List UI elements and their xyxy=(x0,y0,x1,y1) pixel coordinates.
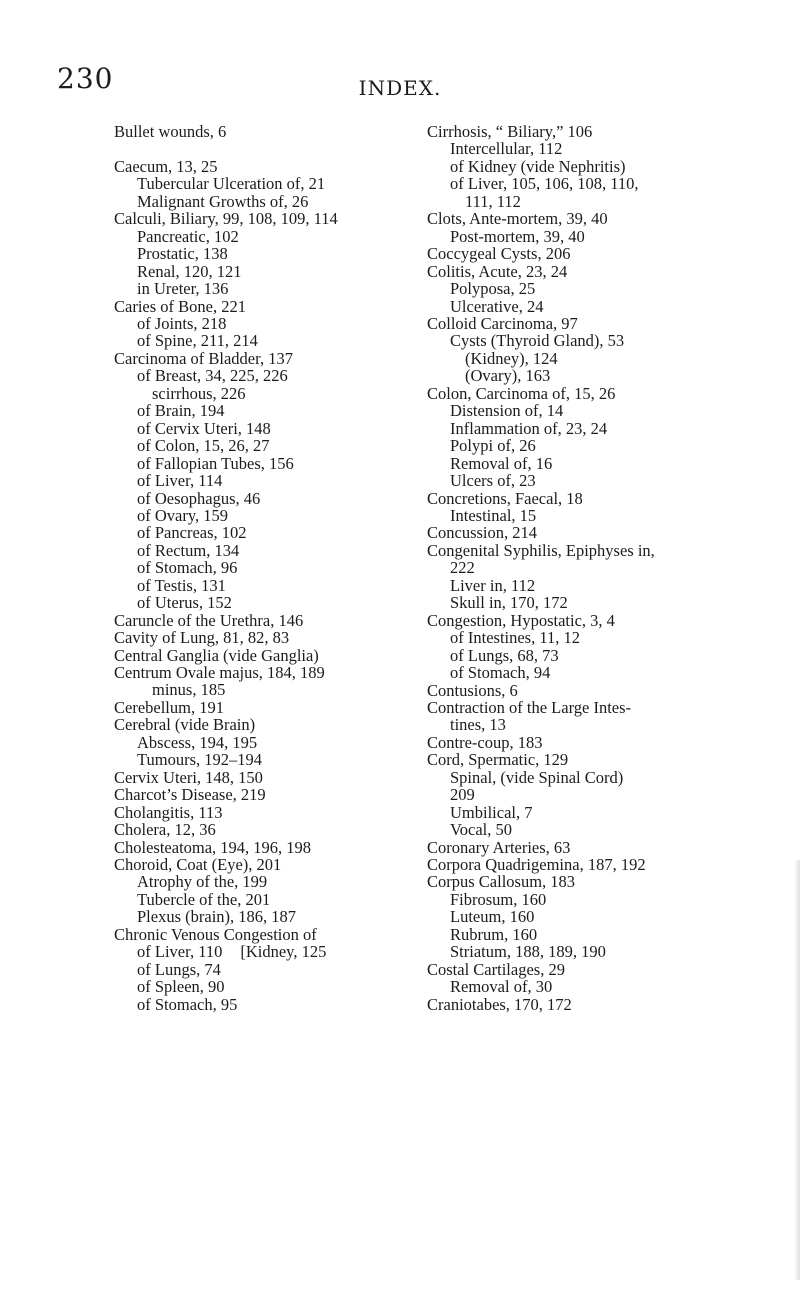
index-column-left xyxy=(114,123,434,1013)
index-subentry xyxy=(114,577,434,594)
index-entry-text: Cerebellum, 191 xyxy=(114,697,224,717)
index-subentry xyxy=(427,367,787,384)
index-subentry xyxy=(427,298,787,315)
index-subentry xyxy=(427,332,787,349)
index-entry-runover: [Kidney, 125 xyxy=(240,942,327,962)
index-column-right xyxy=(427,123,787,1013)
index-subentry xyxy=(114,681,434,698)
index-entry-text: Cord, Spermatic, 129 xyxy=(427,750,569,770)
index-subentry xyxy=(427,804,787,821)
index-entry-text: Cirrhosis, “ Biliary,” 106 xyxy=(427,122,593,141)
index-entry-text: 111, 112 xyxy=(465,191,521,211)
index-entry-text: Craniotabes, 170, 172 xyxy=(427,994,572,1014)
index-entry-text: of Intestines, 11, 12 xyxy=(450,628,580,648)
index-entry-text: Congenital Syphilis, Epiphyses in, xyxy=(427,540,655,560)
index-entry-text: Polypi of, 26 xyxy=(450,436,536,456)
index-subentry xyxy=(114,559,434,576)
index-entry-text: Central Ganglia (vide Ganglia) xyxy=(114,645,319,665)
index-entry xyxy=(427,734,787,751)
index-entry-text: Colon, Carcinoma of, 15, 26 xyxy=(427,383,616,403)
index-subentry xyxy=(114,978,434,995)
index-entry-text: Bullet wounds, 6 xyxy=(114,122,227,141)
index-entry-text: Rubrum, 160 xyxy=(450,924,538,944)
index-subentry xyxy=(427,455,787,472)
index-entry xyxy=(427,612,787,629)
index-entry-text: of Lungs, 68, 73 xyxy=(450,645,559,665)
index-entry-text: of Colon, 15, 26, 27 xyxy=(137,436,270,456)
index-entry xyxy=(114,804,434,821)
index-entry-text: of Pancreas, 102 xyxy=(137,523,247,543)
index-entry-text: Distension of, 14 xyxy=(450,401,564,421)
index-subentry xyxy=(114,402,434,419)
index-entry-text: of Stomach, 96 xyxy=(137,558,238,578)
index-subentry xyxy=(114,263,434,280)
index-subentry xyxy=(427,716,787,733)
index-entry-text: Luteum, 160 xyxy=(450,907,535,927)
index-entry-text: Coronary Arteries, 63 xyxy=(427,837,571,857)
index-entry-text: Cysts (Thyroid Gland), 53 xyxy=(450,331,625,351)
index-subentry xyxy=(114,542,434,559)
index-subentry xyxy=(427,193,787,210)
index-subentry xyxy=(114,734,434,751)
index-subentry xyxy=(427,664,787,681)
index-entry-text: Charcot’s Disease, 219 xyxy=(114,785,266,805)
index-entry xyxy=(427,996,787,1013)
index-subentry xyxy=(114,332,434,349)
index-entry-text: Calculi, Biliary, 99, 108, 109, 114 xyxy=(114,209,338,229)
index-subentry xyxy=(114,507,434,524)
index-entry xyxy=(114,298,434,315)
index-subentry xyxy=(114,943,434,960)
index-entry xyxy=(114,716,434,733)
index-subentry xyxy=(427,769,787,786)
index-entry xyxy=(427,751,787,768)
index-subentry xyxy=(427,140,787,157)
index-entry xyxy=(427,385,787,402)
index-entry-text: Tumours, 192–194 xyxy=(137,750,262,770)
index-entry-text: of Fallopian Tubes, 156 xyxy=(137,453,294,473)
index-entry-text: Colloid Carcinoma, 97 xyxy=(427,313,578,333)
index-entry-text: (Ovary), 163 xyxy=(465,366,551,386)
index-entry-text: Ulcerative, 24 xyxy=(450,296,544,316)
index-entry-text: Coccygeal Cysts, 206 xyxy=(427,244,571,264)
index-entry-text: 209 xyxy=(450,785,475,805)
index-entry-text: Vocal, 50 xyxy=(450,820,513,840)
index-entry-text: of Liver, 110 xyxy=(137,942,223,962)
index-subentry xyxy=(114,524,434,541)
index-entry-text: Concussion, 214 xyxy=(427,523,538,543)
index-entry-text: Choroid, Coat (Eye), 201 xyxy=(114,855,282,875)
index-subentry xyxy=(114,996,434,1013)
index-subentry xyxy=(114,367,434,384)
index-entry-text: Atrophy of the, 199 xyxy=(137,872,268,892)
index-subentry xyxy=(427,821,787,838)
index-entry xyxy=(427,263,787,280)
index-entry-text: Removal of, 16 xyxy=(450,453,553,473)
index-subentry xyxy=(114,193,434,210)
index-subentry xyxy=(427,472,787,489)
index-entry-text: of Oesophagus, 46 xyxy=(137,488,261,508)
index-entry-text: Congestion, Hypostatic, 3, 4 xyxy=(427,610,615,630)
index-subentry xyxy=(114,472,434,489)
index-entry-text: Intercellular, 112 xyxy=(450,139,563,159)
index-subentry xyxy=(427,943,787,960)
index-entry-text: Polyposa, 25 xyxy=(450,279,536,299)
index-entry-text: scirrhous, 226 xyxy=(152,383,246,403)
index-entry-text: 222 xyxy=(450,558,475,578)
index-entry-text: Cavity of Lung, 81, 82, 83 xyxy=(114,628,290,648)
index-subentry xyxy=(427,594,787,611)
page-edge-shadow xyxy=(794,860,800,1280)
index-subentry xyxy=(427,175,787,192)
index-entry-text: of Liver, 105, 106, 108, 110, xyxy=(450,174,639,194)
index-entry-text: Ulcers of, 23 xyxy=(450,471,536,491)
index-entry-text: Contusions, 6 xyxy=(427,680,518,700)
index-entry-text: of Uterus, 152 xyxy=(137,593,232,613)
index-entry-text: Costal Cartilages, 29 xyxy=(427,959,565,979)
index-entry-text: of Testis, 131 xyxy=(137,575,226,595)
index-entry xyxy=(114,699,434,716)
index-entry-text: of Cervix Uteri, 148 xyxy=(137,418,271,438)
index-subentry xyxy=(114,961,434,978)
index-subentry xyxy=(114,891,434,908)
index-subentry xyxy=(427,420,787,437)
index-entry-text: Malignant Growths of, 26 xyxy=(137,191,309,211)
index-entry-text: Prostatic, 138 xyxy=(137,244,228,264)
index-subentry xyxy=(427,926,787,943)
index-entry-text: of Breast, 34, 225, 226 xyxy=(137,366,288,386)
index-entry-text: Centrum Ovale majus, 184, 189 xyxy=(114,663,325,683)
index-entry-text: Chronic Venous Congestion of xyxy=(114,924,317,944)
index-entry xyxy=(114,769,434,786)
index-subentry xyxy=(427,629,787,646)
index-subentry xyxy=(427,978,787,995)
index-entry-text: of Spine, 211, 214 xyxy=(137,331,258,351)
index-subentry xyxy=(114,228,434,245)
index-entry-text: Contraction of the Large Intes- xyxy=(427,697,632,717)
index-entry-text: (Kidney), 124 xyxy=(465,348,558,368)
index-entry xyxy=(114,647,434,664)
index-entry-text: of Stomach, 94 xyxy=(450,663,551,683)
index-entry-text: minus, 185 xyxy=(152,680,226,700)
index-entry-text: of Lungs, 74 xyxy=(137,959,221,979)
index-entry-text: Renal, 120, 121 xyxy=(137,261,242,281)
index-entry xyxy=(114,926,434,943)
index-subentry xyxy=(114,280,434,297)
index-entry xyxy=(427,245,787,262)
index-subentry xyxy=(114,437,434,454)
index-entry xyxy=(427,542,787,559)
index-entry-text: Caries of Bone, 221 xyxy=(114,296,246,316)
index-entry-text: Cholangitis, 113 xyxy=(114,802,223,822)
page-number: 230 xyxy=(57,62,114,95)
index-entry xyxy=(427,210,787,227)
index-entry-text: of Spleen, 90 xyxy=(137,977,225,997)
index-entry-text: tines, 13 xyxy=(450,715,506,735)
index-entry xyxy=(427,315,787,332)
index-subentry xyxy=(114,594,434,611)
index-spacer xyxy=(114,140,434,157)
index-entry xyxy=(114,350,434,367)
index-subentry xyxy=(427,350,787,367)
index-subentry xyxy=(427,402,787,419)
index-subentry xyxy=(427,559,787,576)
index-entry xyxy=(114,664,434,681)
index-entry-text: of Joints, 218 xyxy=(137,313,227,333)
index-subentry xyxy=(427,891,787,908)
index-subentry xyxy=(427,437,787,454)
index-subentry xyxy=(114,490,434,507)
index-subentry xyxy=(427,158,787,175)
index-entry-text: Corpus Callosum, 183 xyxy=(427,872,576,892)
index-subentry xyxy=(114,385,434,402)
index-entry-text: Umbilical, 7 xyxy=(450,802,533,822)
index-entry-text: in Ureter, 136 xyxy=(137,279,229,299)
index-entry-text: Intestinal, 15 xyxy=(450,505,537,525)
index-entry xyxy=(427,873,787,890)
index-entry xyxy=(427,839,787,856)
index-entry-text: Caecum, 13, 25 xyxy=(114,156,218,176)
index-entry-text: Striatum, 188, 189, 190 xyxy=(450,942,606,962)
index-subentry xyxy=(427,577,787,594)
index-entry-text: Fibrosum, 160 xyxy=(450,889,547,909)
index-entry-text: of Rectum, 134 xyxy=(137,540,240,560)
index-entry-text: Cerebral (vide Brain) xyxy=(114,715,256,735)
index-entry-text: of Kidney (vide Nephritis) xyxy=(450,156,626,176)
index-entry-text: Skull in, 170, 172 xyxy=(450,593,568,613)
index-subentry xyxy=(114,315,434,332)
index-entry xyxy=(114,821,434,838)
index-subentry xyxy=(427,507,787,524)
index-entry-text: Spinal, (vide Spinal Cord) xyxy=(450,767,624,787)
index-subentry xyxy=(114,751,434,768)
running-head: INDEX. xyxy=(358,76,442,100)
index-subentry xyxy=(427,786,787,803)
index-entry-text: of Ovary, 159 xyxy=(137,505,229,525)
index-entry xyxy=(427,123,787,140)
index-entry xyxy=(427,524,787,541)
index-entry-text: Clots, Ante-mortem, 39, 40 xyxy=(427,209,608,229)
index-entry-text: Inflammation of, 23, 24 xyxy=(450,418,608,438)
index-entry-text: Carcinoma of Bladder, 137 xyxy=(114,348,293,368)
index-entry-text: Liver in, 112 xyxy=(450,575,536,595)
index-entry-text: Colitis, Acute, 23, 24 xyxy=(427,261,568,281)
index-subentry xyxy=(114,455,434,472)
index-subentry xyxy=(427,647,787,664)
index-entry-text: of Stomach, 95 xyxy=(137,994,238,1014)
index-entry xyxy=(427,961,787,978)
index-entry-text: Cholesteatoma, 194, 196, 198 xyxy=(114,837,312,857)
index-entry xyxy=(114,786,434,803)
index-subentry xyxy=(114,420,434,437)
index-subentry xyxy=(427,908,787,925)
index-entry-text: Concretions, Faecal, 18 xyxy=(427,488,583,508)
index-subentry xyxy=(114,245,434,262)
index-entry-text: Tubercular Ulceration of, 21 xyxy=(137,174,326,194)
index-entry xyxy=(427,682,787,699)
index-entry-text: Removal of, 30 xyxy=(450,977,553,997)
index-subentry xyxy=(114,873,434,890)
index-subentry xyxy=(114,175,434,192)
index-entry xyxy=(114,629,434,646)
index-entry-text: of Liver, 114 xyxy=(137,471,223,491)
index-entry xyxy=(427,856,787,873)
index-entry xyxy=(427,490,787,507)
index-entry-text: Tubercle of the, 201 xyxy=(137,889,271,909)
index-entry-text: Post-mortem, 39, 40 xyxy=(450,226,585,246)
index-entry-text: Plexus (brain), 186, 187 xyxy=(137,907,297,927)
index-entry-text: of Brain, 194 xyxy=(137,401,225,421)
index-entry xyxy=(427,699,787,716)
index-entry-text: Abscess, 194, 195 xyxy=(137,732,258,752)
index-entry xyxy=(114,210,434,227)
index-entry-text: Corpora Quadrigemina, 187, 192 xyxy=(427,855,646,875)
index-subentry xyxy=(427,280,787,297)
index-entry xyxy=(114,612,434,629)
index-entry xyxy=(114,856,434,873)
index-entry-text: Pancreatic, 102 xyxy=(137,226,239,246)
index-subentry xyxy=(114,908,434,925)
index-entry xyxy=(114,123,434,140)
index-entry-text: Contre-coup, 183 xyxy=(427,732,543,752)
index-subentry xyxy=(427,228,787,245)
index-entry xyxy=(114,839,434,856)
index-entry-text: Caruncle of the Urethra, 146 xyxy=(114,610,304,630)
index-entry-text: Cervix Uteri, 148, 150 xyxy=(114,767,263,787)
index-entry xyxy=(114,158,434,175)
index-entry-text: Cholera, 12, 36 xyxy=(114,820,216,840)
